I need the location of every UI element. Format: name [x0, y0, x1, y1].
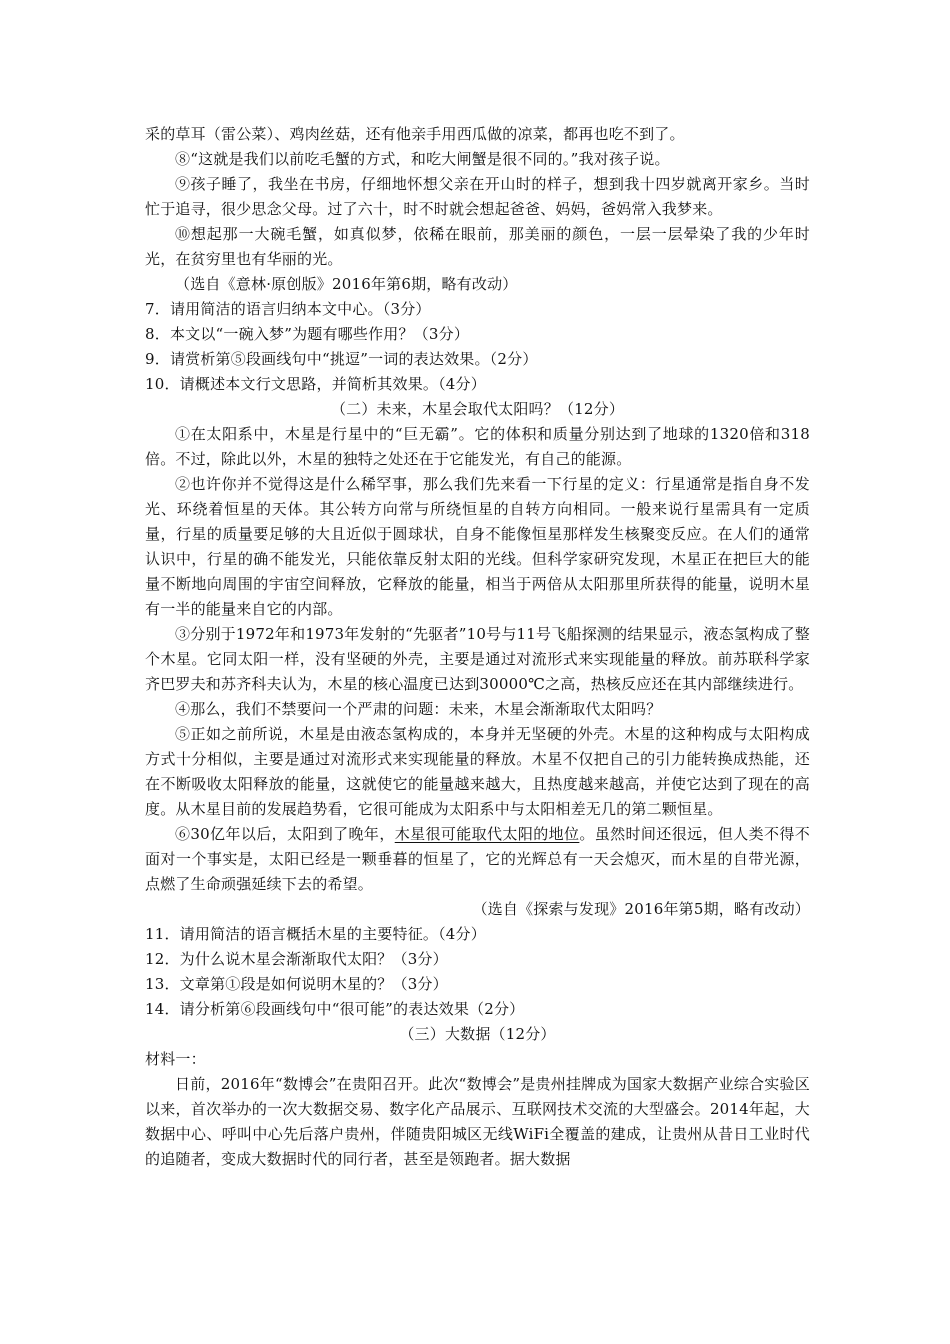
essay3-paragraph-1: 日前，2016年“数博会”在贵阳召开。此次“数博会”是贵州挂牌成为国家大数据产业综合实验区以来，首次举办的一次大数据交易、数字化产品展示、互联网技术交流的大型盛会。2014年起，大数据中心、呼叫中心先后落户贵州，伴随贵阳城区无线WiFi全覆盖的建成，让贵州从昔日工业时代的追随者，变成大数据时代的同行者，甚至是领跑者。据大数据 [145, 1075, 810, 1168]
essay2-source: （选自《探索与发现》2016年第5期，略有改动） [472, 900, 810, 918]
essay1-paragraph-8: ⑧“这就是我们以前吃毛蟹的方式，和吃大闸蟹是很不同的。”我对孩子说。 [175, 150, 670, 168]
underlined-sentence: 木星很可能取代太阳的地位 [394, 825, 580, 843]
essay1-paragraph-10: ⑩想起那一大碗毛蟹，如真似梦，依稀在眼前，那美丽的颜色，一层一层晕染了我的少年时光，在贫穷里也有华丽的光。 [145, 225, 810, 268]
essay2-paragraph-4: ④那么，我们不禁要问一个严肃的问题：未来，木星会渐渐取代太阳吗？ [175, 700, 662, 718]
question-7: 7．请用简洁的语言归纳本文中心。（3分） [145, 300, 431, 318]
essay1-paragraph-tail: 采的草耳（雷公菜）、鸡肉丝菇，还有他亲手用西瓜做的凉菜，都再也吃不到了。 [145, 125, 685, 143]
essay2-title: （二）未来，木星会取代太阳吗？（12分） [330, 400, 625, 418]
essay2-p6-post: 。虽然时间还很远，但人类不得不面对一个事实是，太阳已经是一颗垂暮的恒星了，它的光辉总有一天会熄灭，而木星的自带光源，点燃了生命顽强延续下去的希望。 [145, 825, 810, 893]
essay2-paragraph-3: ③分别于1972年和1973年发射的“先驱者”10号与11号飞船探测的结果显示，液态氢构成了整个木星。它同太阳一样，没有坚硬的外壳，主要是通过对流形式来实现能量的释放。前苏联科学家齐巴罗夫和苏齐科夫认为，木星的核心温度已达到30000℃之高，热核反应还在其内部继续进行。 [145, 625, 810, 693]
question-12: 12．为什么说木星会渐渐取代太阳？（3分） [145, 950, 448, 968]
essay3-material-label: 材料一： [145, 1050, 206, 1068]
question-13: 13．文章第①段是如何说明木星的？（3分） [145, 975, 448, 993]
essay3-title: （三）大数据（12分） [399, 1025, 556, 1043]
question-8: 8．本文以“一碗入梦”为题有哪些作用？（3分） [145, 325, 470, 343]
question-11: 11．请用简洁的语言概括木星的主要特征。（4分） [145, 925, 486, 943]
essay2-paragraph-1: ①在太阳系中，木星是行星中的“巨无霸”。它的体积和质量分别达到了地球的1320倍和318倍。不过，除此以外，木星的独特之处还在于它能发光，有自己的能源。 [145, 425, 810, 468]
essay1-source: （选自《意林·原创版》2016年第6期，略有改动） [175, 275, 518, 293]
question-9: 9．请赏析第⑤段画线句中“挑逗”一词的表达效果。（2分） [145, 350, 538, 368]
essay1-paragraph-9: ⑨孩子睡了，我坐在书房，仔细地怀想父亲在开山时的样子，想到我十四岁就离开家乡。当时忙于追寻，很少思念父母。过了六十，时不时就会想起爸爸、妈妈，爸妈常入我梦来。 [145, 175, 810, 218]
essay2-paragraph-6 [145, 822, 810, 897]
essay2-p6-pre: ⑥30亿年以后，太阳到了晚年， [175, 825, 395, 843]
essay2-paragraph-5: ⑤正如之前所说，木星是由液态氢构成的，本身并无坚硬的外壳。木星的这种构成与太阳构成方式十分相似，主要是通过对流形式来实现能量的释放。木星不仅把自己的引力能转换成热能，还在不断吸收太阳释放的能量，这就使它的能量越来越大，且热度越来越高，并使它达到了现在的高度。从木星目前的发展趋势看，它很可能成为太阳系中与太阳相差无几的第二颗恒星。 [145, 725, 810, 818]
text-column [145, 122, 810, 1172]
question-10: 10．请概述本文行文思路，并简析其效果。（4分） [145, 375, 486, 393]
question-14: 14．请分析第⑥段画线句中“很可能”的表达效果（2分） [145, 1000, 525, 1018]
essay2-paragraph-2: ②也许你并不觉得这是什么稀罕事，那么我们先来看一下行星的定义：行星通常是指自身不发光、环绕着恒星的天体。其公转方向常与所绕恒星的自转方向相同。一般来说行星需具有一定质量，行星的质量要足够的大且近似于圆球状，自身不能像恒星那样发生核聚变反应。在人们的通常认识中，行星的确不能发光，只能依靠反射太阳的光线。但科学家研究发现，木星正在把巨大的能量不断地向周围的宇宙空间释放，它释放的能量，相当于两倍从太阳那里所获得的能量，说明木星有一半的能量来自它的内部。 [145, 475, 810, 618]
